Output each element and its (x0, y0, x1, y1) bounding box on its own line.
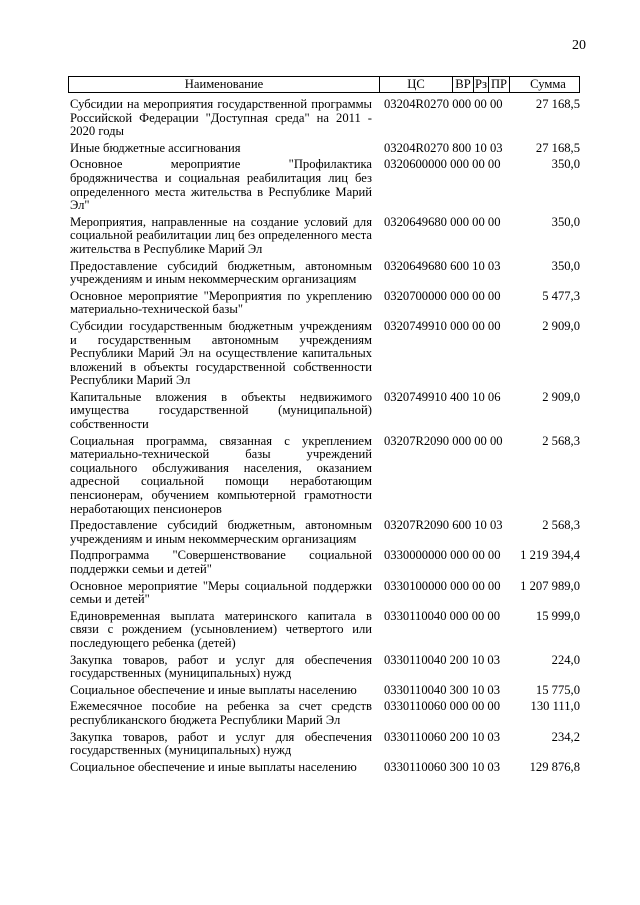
row-codes: 0330110040 000 00 00 (384, 608, 501, 623)
row-codes: 0330110060 200 10 03 (384, 729, 501, 744)
row-sum: 350,0 (551, 157, 580, 172)
row-name: Иные бюджетные ассигнования (70, 140, 241, 155)
table-row (68, 435, 580, 517)
row-codes: 0330110060 000 00 00 (384, 699, 501, 714)
row-name: Единовременная выплата материнского капитала в связи с рождением (усыновлением) четвертого или последующего ребенка (детей) (70, 608, 372, 650)
row-name: Подпрограмма "Совершенствование социальной поддержки семьи и детей" (70, 548, 372, 576)
row-name: Предоставление субсидий бюджетным, автономным учреждениям и иным некоммерческим организациям (70, 518, 372, 546)
row-sum: 2 568,3 (542, 433, 580, 448)
table-row (68, 519, 580, 546)
row-codes: 0330000000 000 00 00 (384, 548, 501, 563)
row-codes: 03204R0270 800 10 03 (384, 140, 503, 155)
table-row (68, 142, 580, 156)
row-codes: 03207R2090 000 00 00 (384, 433, 503, 448)
row-codes: 0330110040 300 10 03 (384, 682, 501, 697)
table-row (68, 260, 580, 287)
table-row (68, 684, 580, 698)
budget-table (68, 76, 580, 777)
row-sum: 350,0 (551, 258, 580, 273)
row-sum: 2 909,0 (542, 318, 580, 333)
table-row (68, 549, 580, 576)
row-name: Социальная программа, связанная с укреплением материально-технической базы учреждений социального обслуживания населения, оказанием адресной социальной помощи неработающим пенсионерам, обучением компьютерной грамотности неработающих пенсионеров (70, 433, 372, 516)
row-codes: 0330110060 300 10 03 (384, 759, 501, 774)
row-sum: 15 775,0 (535, 682, 580, 697)
row-sum: 1 219 394,4 (520, 548, 580, 563)
table-row (68, 158, 580, 212)
header-cs: ЦС (379, 77, 452, 92)
row-sum: 27 168,5 (535, 140, 580, 155)
table-row (68, 216, 580, 257)
row-sum: 15 999,0 (535, 608, 580, 623)
row-name: Мероприятия, направленные на создание условий для социальной реабилитации лиц без определенного места жительства в Республике Марий Эл (70, 214, 372, 256)
row-name: Субсидии государственным бюджетным учреждениям и государственным автономным учреждениям Республики Марий Эл на осуществление капитальных вложений в объекты государственной собственности Республики Марий Эл (70, 318, 372, 388)
row-codes: 0320649680 600 10 03 (384, 258, 501, 273)
table-header (68, 76, 580, 93)
header-sum: Сумма (509, 77, 586, 92)
header-name: Наименование (184, 77, 264, 91)
row-sum: 130 111,0 (530, 699, 580, 714)
row-codes: 0320700000 000 00 00 (384, 288, 501, 303)
row-sum: 1 207 989,0 (520, 578, 580, 593)
row-sum: 2 909,0 (542, 389, 580, 404)
row-codes: 03204R0270 000 00 00 (384, 97, 503, 111)
table-row (68, 700, 580, 727)
row-name: Социальное обеспечение и иные выплаты населению (70, 759, 357, 774)
table-body (68, 98, 580, 774)
table-row (68, 391, 580, 432)
row-codes: 0320600000 000 00 00 (384, 157, 501, 172)
table-row (68, 731, 580, 758)
row-sum: 2 568,3 (542, 518, 580, 533)
row-name: Ежемесячное пособие на ребенка за счет средств республиканского бюджета Республики Марий Эл (70, 699, 372, 727)
row-sum: 129 876,8 (529, 759, 580, 774)
row-name: Закупка товаров, работ и услуг для обеспечения государственных (муниципальных) нужд (70, 652, 372, 681)
row-sum: 234,2 (551, 729, 580, 744)
row-sum: 350,0 (551, 214, 580, 229)
row-name: Капитальные вложения в объекты недвижимого имущества государственной (муниципальной) собственности (70, 389, 372, 432)
row-name: Основное мероприятие "Меры социальной поддержки семьи и детей" (70, 578, 372, 607)
row-name: Субсидии на мероприятия государственной программы Российской Федерации "Доступная среда" на 2011 - 2020 годы (70, 97, 372, 139)
row-name: Основное мероприятие "Мероприятия по укреплению материально-технической базы" (70, 288, 372, 317)
table-row (68, 654, 580, 681)
row-sum: 5 477,3 (542, 288, 580, 303)
row-codes: 03207R2090 600 10 03 (384, 518, 503, 533)
header-rz: Рз (475, 77, 487, 91)
header-vr: ВР (452, 77, 473, 92)
row-codes: 0320649680 000 00 00 (384, 214, 501, 229)
row-sum: 224,0 (551, 652, 580, 667)
row-name: Социальное обеспечение и иные выплаты населению (70, 682, 357, 697)
table-row (68, 610, 580, 651)
row-codes: 0320749910 000 00 00 (384, 318, 501, 333)
row-codes: 0330110040 200 10 03 (384, 652, 501, 667)
table-row (68, 320, 580, 388)
row-name: Закупка товаров, работ и услуг для обеспечения государственных (муниципальных) нужд (70, 729, 372, 758)
header-pr: ПР (488, 77, 509, 92)
row-name: Основное мероприятие "Профилактика бродяжничества и социальная реабилитация лиц без определенного места жительства в Республике Марий Эл" (70, 157, 372, 213)
row-codes: 0320749910 400 10 06 (384, 389, 501, 404)
table-row (68, 98, 580, 139)
table-row (68, 580, 580, 607)
table-row (68, 761, 580, 775)
page-number: 20 (572, 38, 586, 53)
row-sum: 27 168,5 (535, 97, 580, 111)
table-row (68, 290, 580, 317)
row-codes: 0330100000 000 00 00 (384, 578, 501, 593)
row-name: Предоставление субсидий бюджетным, автономным учреждениям и иным некоммерческим организациям (70, 258, 372, 287)
